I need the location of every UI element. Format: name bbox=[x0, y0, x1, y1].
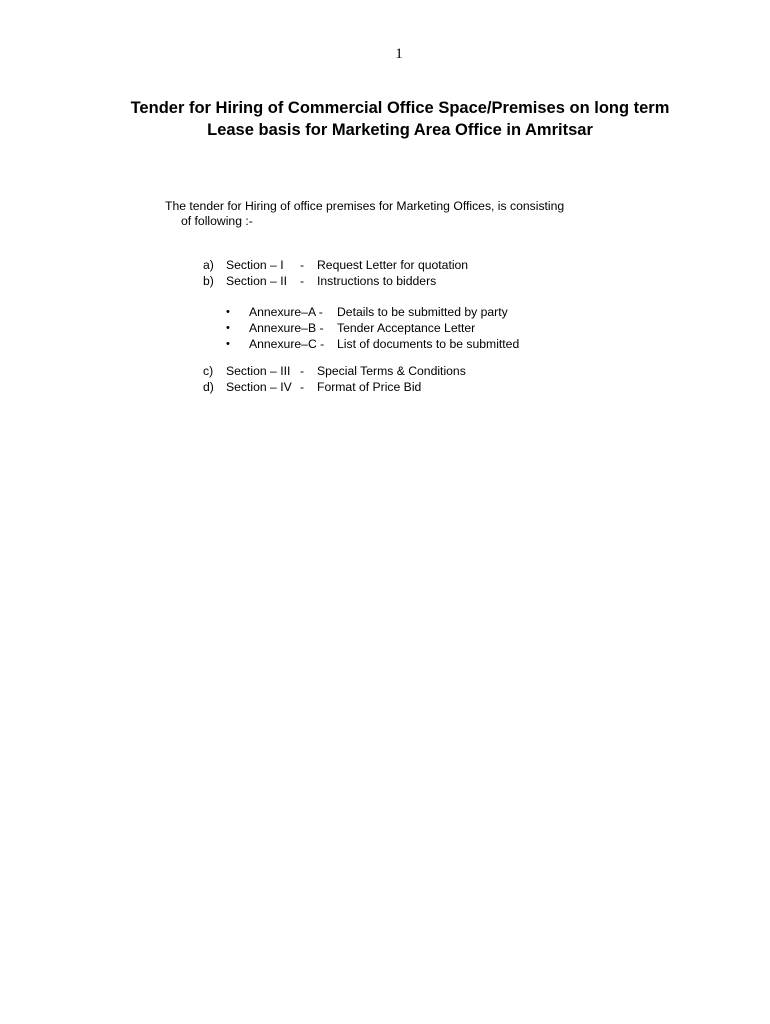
list-item-description: Instructions to bidders bbox=[317, 273, 437, 288]
list-item-dash: - bbox=[300, 258, 305, 272]
page-number: 1 bbox=[395, 46, 403, 62]
section-list-first bbox=[203, 258, 468, 289]
list-item-dash: - bbox=[300, 364, 305, 378]
list-item bbox=[203, 364, 466, 380]
list-item-letter: d) bbox=[203, 379, 214, 394]
annexure-name: Annexure–B - bbox=[249, 321, 324, 335]
document-title bbox=[0, 97, 770, 141]
annexure-item bbox=[226, 336, 519, 352]
bullet-icon: • bbox=[226, 306, 230, 318]
list-item-letter: a) bbox=[203, 258, 214, 272]
list-item-section: Section – III bbox=[226, 364, 291, 378]
bullet-icon: • bbox=[226, 338, 230, 350]
intro-line-2: of following :- bbox=[181, 214, 253, 228]
list-item-dash: - bbox=[300, 273, 305, 288]
bullet-icon: • bbox=[226, 322, 230, 334]
annexure-item bbox=[226, 320, 519, 336]
list-item-letter: c) bbox=[203, 364, 214, 378]
intro-paragraph bbox=[165, 199, 595, 229]
annexure-description: Details to be submitted by party bbox=[337, 305, 508, 319]
annexure-item bbox=[226, 304, 519, 320]
list-item-description: Format of Price Bid bbox=[317, 379, 422, 394]
annexure-name: Annexure–C - bbox=[249, 337, 325, 351]
list-item-description: Special Terms & Conditions bbox=[317, 364, 466, 378]
intro-line-1: The tender for Hiring of office premises for Marketing Offices, is consisting bbox=[165, 199, 565, 213]
annexure-description: Tender Acceptance Letter bbox=[337, 321, 476, 335]
title-line-1: Tender for Hiring of Commercial Office Space/Premises on long term bbox=[130, 99, 670, 117]
list-item-section: Section – IV bbox=[226, 379, 292, 394]
annexure-list bbox=[226, 304, 519, 352]
title-line-2: Lease basis for Marketing Area Office in Amritsar bbox=[207, 121, 593, 139]
list-item-section: Section – I bbox=[226, 258, 284, 272]
list-item-letter: b) bbox=[203, 273, 214, 288]
list-item bbox=[203, 258, 468, 274]
list-item-description: Request Letter for quotation bbox=[317, 258, 469, 272]
list-item-dash: - bbox=[300, 379, 305, 394]
annexure-description: List of documents to be submitted bbox=[337, 337, 520, 351]
section-list-second bbox=[203, 364, 466, 395]
list-item-section: Section – II bbox=[226, 273, 287, 288]
annexure-name: Annexure–A - bbox=[249, 305, 323, 319]
list-item bbox=[203, 380, 466, 396]
list-item bbox=[203, 274, 468, 290]
